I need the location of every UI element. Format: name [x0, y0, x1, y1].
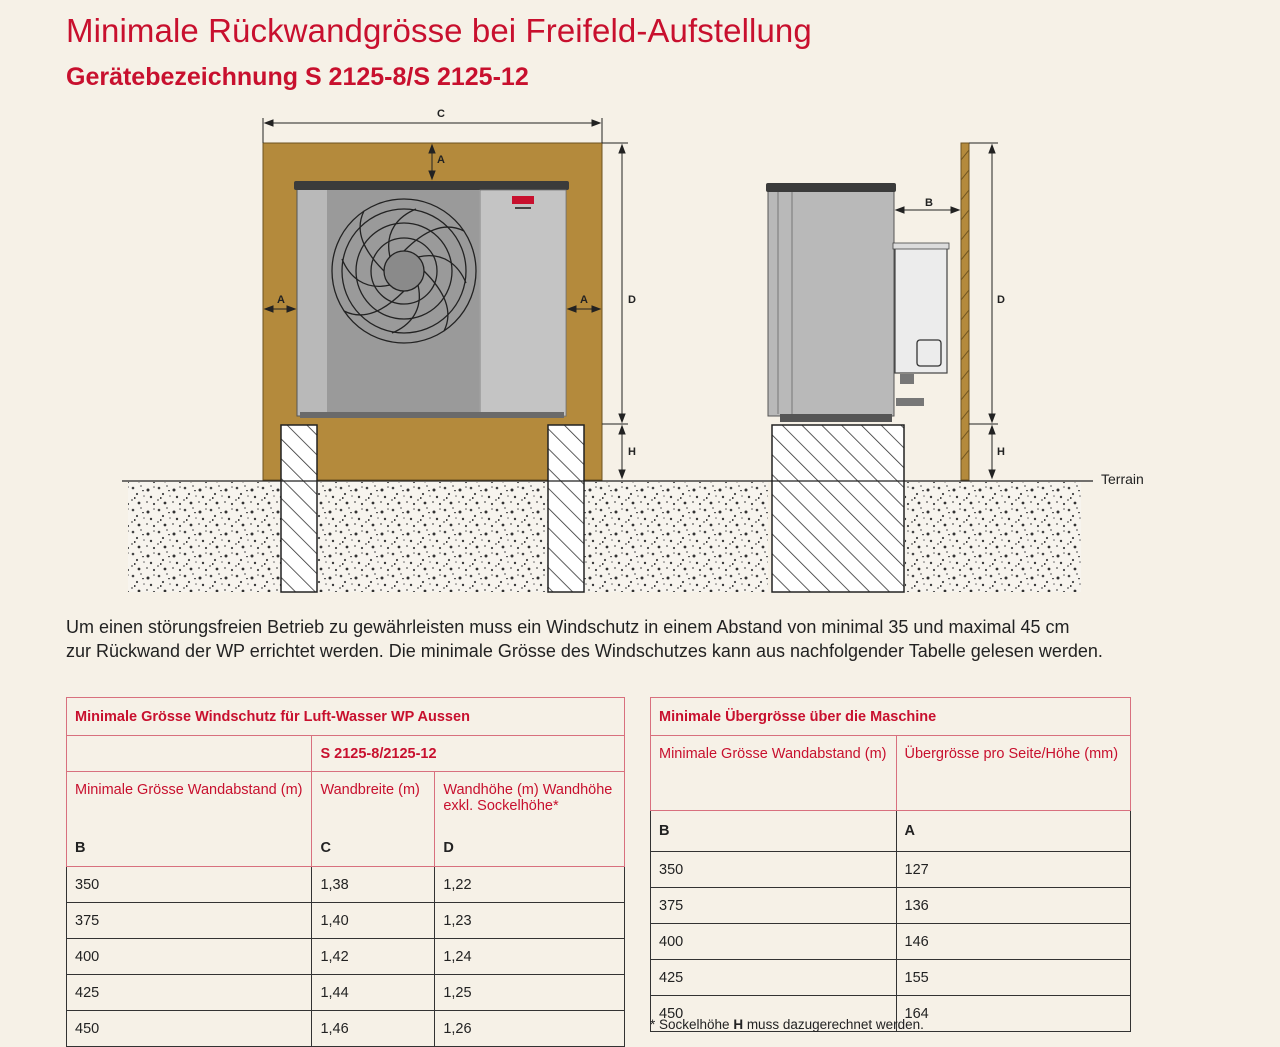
cell-b: 450: [651, 996, 897, 1032]
table-a-empty-cell: [67, 736, 312, 772]
cell-b: 450: [67, 1011, 312, 1047]
col1-label: Minimale Grösse Wandabstand (m): [75, 782, 303, 798]
table-row: [651, 852, 1131, 888]
table-row: [67, 903, 625, 939]
dim-label-a-top: A: [437, 154, 445, 166]
page-title: Minimale Rückwandgrösse bei Freifeld-Aufstellung: [66, 12, 812, 49]
cell-b: 425: [67, 975, 312, 1011]
col3-letter: D: [443, 840, 454, 856]
table-row: [67, 975, 625, 1011]
page-subtitle: Gerätebezeichnung S 2125-8/S 2125-12: [66, 63, 529, 91]
table-b-col2-header: Übergrösse pro Seite/Höhe (mm): [896, 736, 1131, 811]
pedestal-right: [548, 425, 584, 592]
cell-a: 155: [896, 960, 1131, 996]
cell-b: 375: [67, 903, 312, 939]
dim-label-d-side: D: [997, 294, 1005, 306]
cell-c: 1,42: [312, 939, 435, 975]
footnote-suffix: muss dazugerechnet werden.: [743, 1017, 924, 1032]
footnote-bold: H: [733, 1017, 744, 1032]
table-a-col3-header: [435, 772, 625, 867]
dim-label-c: C: [437, 108, 445, 120]
dim-label-h-side: H: [997, 446, 1005, 458]
table-a-col1-header: [67, 772, 312, 867]
cell-b: 350: [651, 852, 897, 888]
col2-label: Wandbreite (m): [320, 782, 420, 798]
col1-letter: B: [75, 840, 86, 856]
dim-label-b: B: [925, 197, 933, 209]
table-a-model: S 2125-8/2125-12: [312, 736, 625, 772]
ground-gravel-right: [905, 482, 1081, 592]
table-a-title: Minimale Grösse Windschutz für Luft-Wasser WP Aussen: [67, 698, 625, 736]
cell-c: 1,44: [312, 975, 435, 1011]
terrain-label: Terrain: [1101, 471, 1144, 487]
table-a-col2-header: [312, 772, 435, 867]
pedestal-side: [772, 425, 904, 592]
cell-c: 1,46: [312, 1011, 435, 1047]
pedestal-left: [281, 425, 317, 592]
col2-letter: C: [320, 840, 331, 856]
cell-b: 400: [67, 939, 312, 975]
table-b-col1-header: Minimale Grösse Wandabstand (m): [651, 736, 897, 811]
cell-d: 1,23: [435, 903, 625, 939]
heat-pump-front: [294, 181, 569, 418]
cell-d: 1,26: [435, 1011, 625, 1047]
intro-line-2: zur Rückwand der WP errichtet werden. Die minimale Grösse des Windschutzes kann aus nachfolgender Tabelle gelesen werden.: [66, 641, 1103, 661]
cell-b: 400: [651, 924, 897, 960]
cell-b: 350: [67, 867, 312, 903]
footnote: [650, 1017, 924, 1032]
table-b-title: Minimale Übergrösse über die Maschine: [651, 698, 1131, 736]
cell-a: 146: [896, 924, 1131, 960]
table-row: [651, 924, 1131, 960]
cell-c: 1,38: [312, 867, 435, 903]
windbreak-size-table: [66, 697, 625, 1047]
cell-a: 127: [896, 852, 1131, 888]
table-row: [67, 939, 625, 975]
cell-b: 375: [651, 888, 897, 924]
table-b-col2-letter: A: [896, 811, 1131, 852]
cell-a: 164: [896, 996, 1131, 1032]
table-row: [67, 867, 625, 903]
intro-line-1: Um einen störungsfreien Betrieb zu gewährleisten muss ein Windschutz in einem Abstand von minimal 35 und maximal 45 cm: [66, 617, 1070, 637]
dim-label-a-left: A: [277, 294, 285, 306]
cell-d: 1,22: [435, 867, 625, 903]
dim-label-a-right: A: [580, 294, 588, 306]
intro-text: [66, 615, 1216, 663]
table-b-col1-letter: B: [651, 811, 897, 852]
dim-label-h-front: H: [628, 446, 636, 458]
heat-pump-side: [766, 183, 949, 422]
cell-d: 1,24: [435, 939, 625, 975]
oversize-table: [650, 697, 1131, 1032]
cell-b: 425: [651, 960, 897, 996]
dim-label-d-front: D: [628, 294, 636, 306]
cell-d: 1,25: [435, 975, 625, 1011]
col3-label: Wandhöhe (m) Wandhöhe exkl. Sockelhöhe*: [443, 782, 613, 814]
table-row: [651, 960, 1131, 996]
footnote-prefix: * Sockelhöhe: [650, 1017, 734, 1032]
ground-gravel-left: [128, 482, 768, 592]
cell-c: 1,40: [312, 903, 435, 939]
table-row: [67, 1011, 625, 1047]
table-row: [651, 888, 1131, 924]
cell-a: 136: [896, 888, 1131, 924]
